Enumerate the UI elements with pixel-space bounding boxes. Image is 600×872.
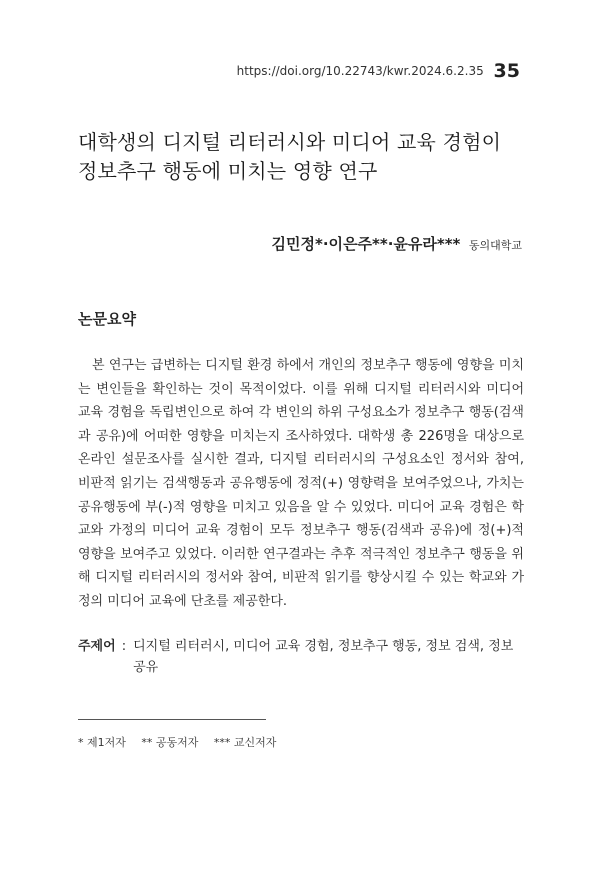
doi-header xyxy=(237,60,520,82)
abstract-text: 본 연구는 급변하는 디지털 환경 하에서 개인의 정보추구 행동에 영향을 미치는 변인들을 확인하는 것이 목적이었다. 이를 위해 디지털 리터러시와 미디어 교육 경험을 독립변인으로 하여 각 변인의 하위 구성요소가 정보추구 행동(검색과 공유)에 어떠한 영향을 미치는지 조사하였다. 대학생 총 226명을 대상으로 온라인 설문조사를 실시한 결과, 디지털 리터러시의 구성요소인 정서와 참여, 비판적 읽기는 검색행동과 공유행동에 정적(+) 영향력을 보여주었으나, 가치는 공유행동에 부(-)적 영향을 미치고 있음을 알 수 있었다. 미디어 교육 경험은 학교와 가정의 미디어 교육 경험이 모두 정보추구 행동(검색과 공유)에 정(+)적 영향을 보여주고 있었다. 이러한 연구결과는 추후 적극적인 정보추구 행동을 위해 디지털 리터러시의 정서와 참여, 비판적 읽기를 향상시킬 수 있는 학교와 가정의 미디어 교육에 단초를 제공한다. xyxy=(78,358,524,609)
footnote-corresponding-author: *** 교신저자 xyxy=(213,736,277,749)
title-line-1: 대학생의 디지털 리터러시와 미디어 교육 경험이 xyxy=(78,130,502,154)
footnote-first-author: * 제1저자 xyxy=(78,736,126,749)
abstract-heading: 논문요약 xyxy=(78,310,136,328)
author-block xyxy=(272,233,522,254)
keywords-separator: : xyxy=(121,639,127,654)
title-line-2: 정보추구 행동에 미치는 영향 연구 xyxy=(78,159,378,183)
author-names: 김민정*·이은주**·윤유라*** xyxy=(271,235,461,253)
page-number: 35 xyxy=(493,60,520,82)
author-affiliation: 동의대학교 xyxy=(468,239,522,252)
doi-link[interactable]: https://doi.org/10.22743/kwr.2024.6.2.35 xyxy=(236,64,484,78)
footnote-co-author: ** 공동저자 xyxy=(141,736,199,749)
keywords-block xyxy=(78,636,528,678)
keywords-label: 주제어 xyxy=(78,639,116,654)
footnote-divider xyxy=(78,719,266,720)
footnotes xyxy=(78,734,288,750)
paper-title xyxy=(78,128,538,186)
abstract-body xyxy=(78,354,524,614)
keywords-values: 디지털 리터러시, 미디어 교육 경험, 정보추구 행동, 정보 검색, 정보 공유 xyxy=(133,639,514,675)
